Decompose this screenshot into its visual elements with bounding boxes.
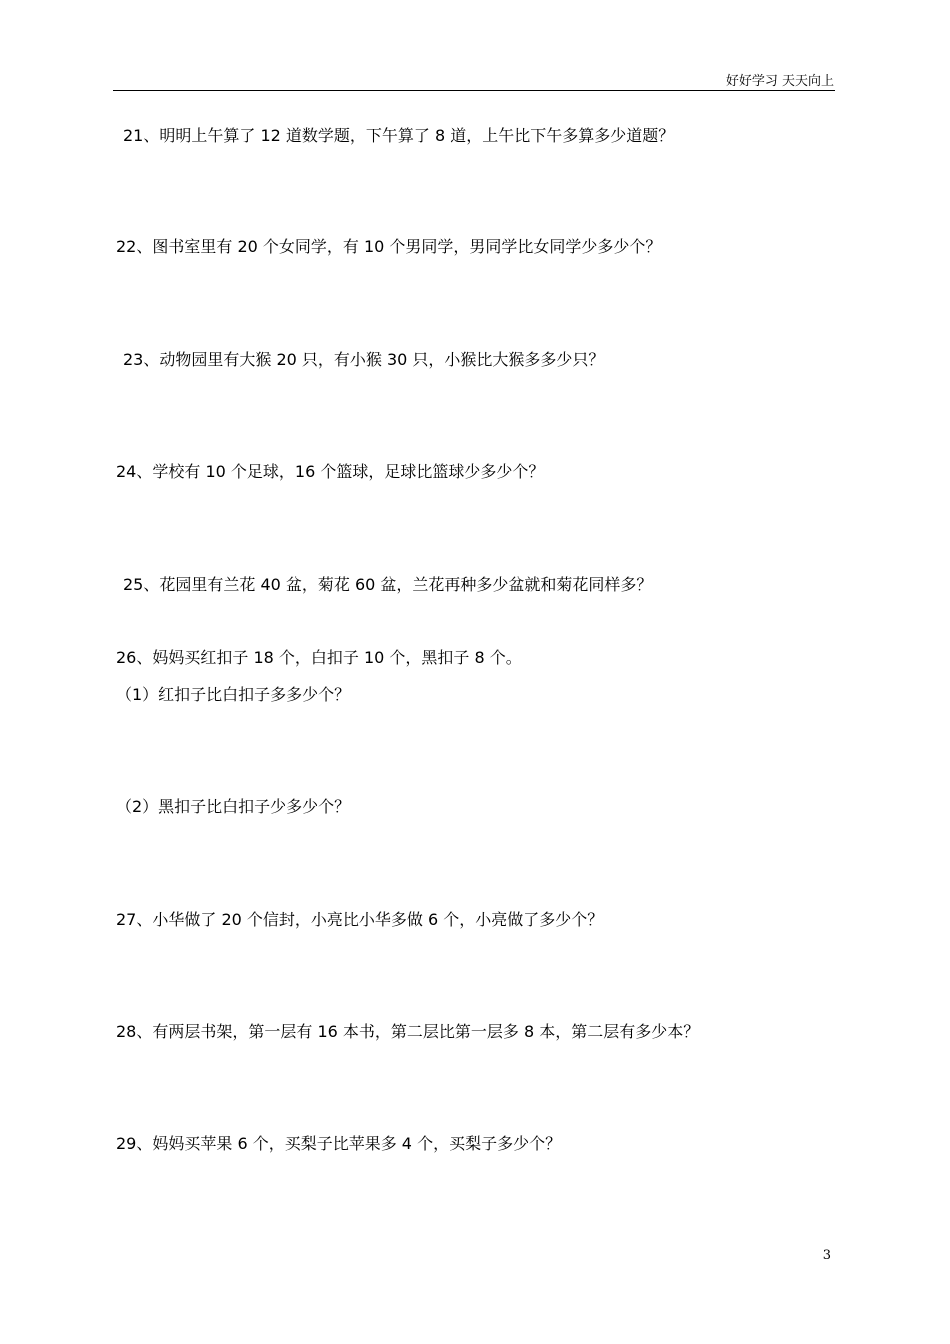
- header-rule: [113, 90, 835, 91]
- question-29: 29、妈妈买苹果 6 个，买梨子比苹果多 4 个，买梨子多少个？: [116, 1134, 562, 1153]
- question-21: 21、明明上午算了 12 道数学题，下午算了 8 道，上午比下午多算多少道题？: [123, 126, 675, 145]
- question-22: 22、图书室里有 20 个女同学，有 10 个男同学，男同学比女同学少多少个？: [116, 237, 662, 256]
- question-26-part-1: （1）红扣子比白扣子多多少个？: [116, 685, 351, 704]
- question-28: 28、有两层书架，第一层有 16 本书，第二层比第一层多 8 本，第二层有多少本？: [116, 1022, 700, 1041]
- header-motto: 好好学习 天天向上: [725, 74, 834, 89]
- question-27: 27、小华做了 20 个信封，小亮比小华多做 6 个，小亮做了多少个？: [116, 910, 604, 929]
- question-24: 24、学校有 10 个足球，16 个篮球，足球比篮球少多少个？: [116, 462, 545, 481]
- question-23: 23、动物园里有大猴 20 只，有小猴 30 只，小猴比大猴多多少只？: [123, 350, 605, 369]
- page-number: 3: [822, 1248, 831, 1263]
- question-25: 25、花园里有兰花 40 盆，菊花 60 盆，兰花再种多少盆就和菊花同样多？: [123, 575, 653, 594]
- question-26-part-2: （2）黑扣子比白扣子少多少个？: [116, 797, 351, 816]
- question-26: 26、妈妈买红扣子 18 个，白扣子 10 个，黑扣子 8 个。: [116, 648, 522, 667]
